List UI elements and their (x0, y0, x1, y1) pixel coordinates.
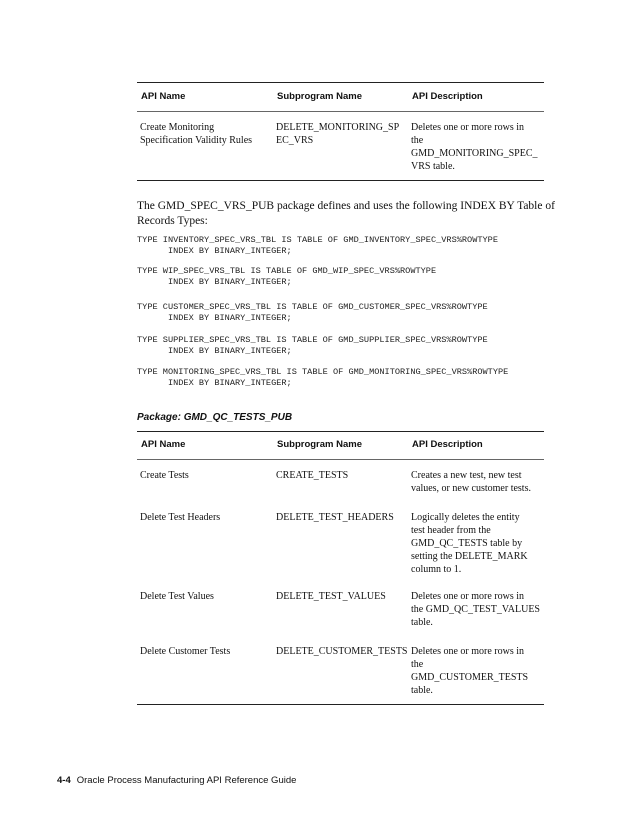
column-header-api-name: API Name (141, 91, 186, 102)
column-header-subprogram-name: Subprogram Name (277, 439, 362, 450)
cell-api-name: Create Tests (140, 470, 189, 481)
table-top-rule (137, 431, 544, 432)
table-top-rule (137, 82, 544, 83)
cell-api-description: Deletes one or more rows in the GMD_MONITORING_SPEC_ VRS table. (411, 122, 538, 172)
body-paragraph: The GMD_SPEC_VRS_PUB package defines and uses the following INDEX BY Table of Records Types: (137, 200, 555, 227)
cell-api-name: Delete Test Values (140, 591, 214, 602)
cell-api-description: Creates a new test, new test values, or new customer tests. (411, 470, 531, 494)
table-bottom-rule (137, 180, 544, 181)
cell-api-name: Delete Test Headers (140, 512, 221, 523)
cell-subprogram-name: DELETE_MONITORING_SP EC_VRS (276, 122, 400, 146)
cell-api-description: Deletes one or more rows in the GMD_QC_TEST_VALUES table. (411, 591, 540, 628)
column-header-api-description: API Description (412, 439, 483, 450)
cell-api-description: Logically deletes the entity test header from the GMD_QC_TESTS table by setting the DELETE_MARK column to 1. (411, 512, 528, 575)
code-block: TYPE CUSTOMER_SPEC_VRS_TBL IS TABLE OF GMD_CUSTOMER_SPEC_VRS%ROWTYPE INDEX BY BINARY_INTEGER; (137, 302, 488, 323)
footer-title: Oracle Process Manufacturing API Reference Guide (76, 775, 297, 786)
column-header-api-description: API Description (412, 91, 483, 102)
header-rule (137, 111, 544, 112)
cell-subprogram-name: DELETE_CUSTOMER_TESTS (276, 646, 408, 657)
column-header-api-name: API Name (141, 439, 186, 450)
code-block: TYPE MONITORING_SPEC_VRS_TBL IS TABLE OF GMD_MONITORING_SPEC_VRS%ROWTYPE INDEX BY BINARY_INTEGER; (137, 367, 509, 388)
cell-api-name: Create Monitoring Specification Validity Rules (140, 122, 253, 146)
cell-subprogram-name: DELETE_TEST_VALUES (276, 591, 386, 602)
package-heading: Package: GMD_QC_TESTS_PUB (137, 412, 293, 423)
code-block: TYPE WIP_SPEC_VRS_TBL IS TABLE OF GMD_WIP_SPEC_VRS%ROWTYPE INDEX BY BINARY_INTEGER; (137, 266, 437, 287)
page-footer (57, 775, 296, 786)
code-block: TYPE INVENTORY_SPEC_VRS_TBL IS TABLE OF GMD_INVENTORY_SPEC_VRS%ROWTYPE INDEX BY BINARY_INTEGER; (137, 235, 498, 256)
column-header-subprogram-name: Subprogram Name (277, 91, 362, 102)
code-block: TYPE SUPPLIER_SPEC_VRS_TBL IS TABLE OF GMD_SUPPLIER_SPEC_VRS%ROWTYPE INDEX BY BINARY_INTEGER; (137, 335, 488, 356)
cell-api-description: Deletes one or more rows in the GMD_CUSTOMER_TESTS table. (411, 646, 529, 696)
header-rule (137, 459, 544, 460)
page-number: 4-4 (57, 775, 71, 786)
cell-api-name: Delete Customer Tests (140, 646, 231, 657)
cell-subprogram-name: DELETE_TEST_HEADERS (276, 512, 394, 523)
cell-subprogram-name: CREATE_TESTS (276, 470, 349, 481)
table-bottom-rule (137, 704, 544, 705)
